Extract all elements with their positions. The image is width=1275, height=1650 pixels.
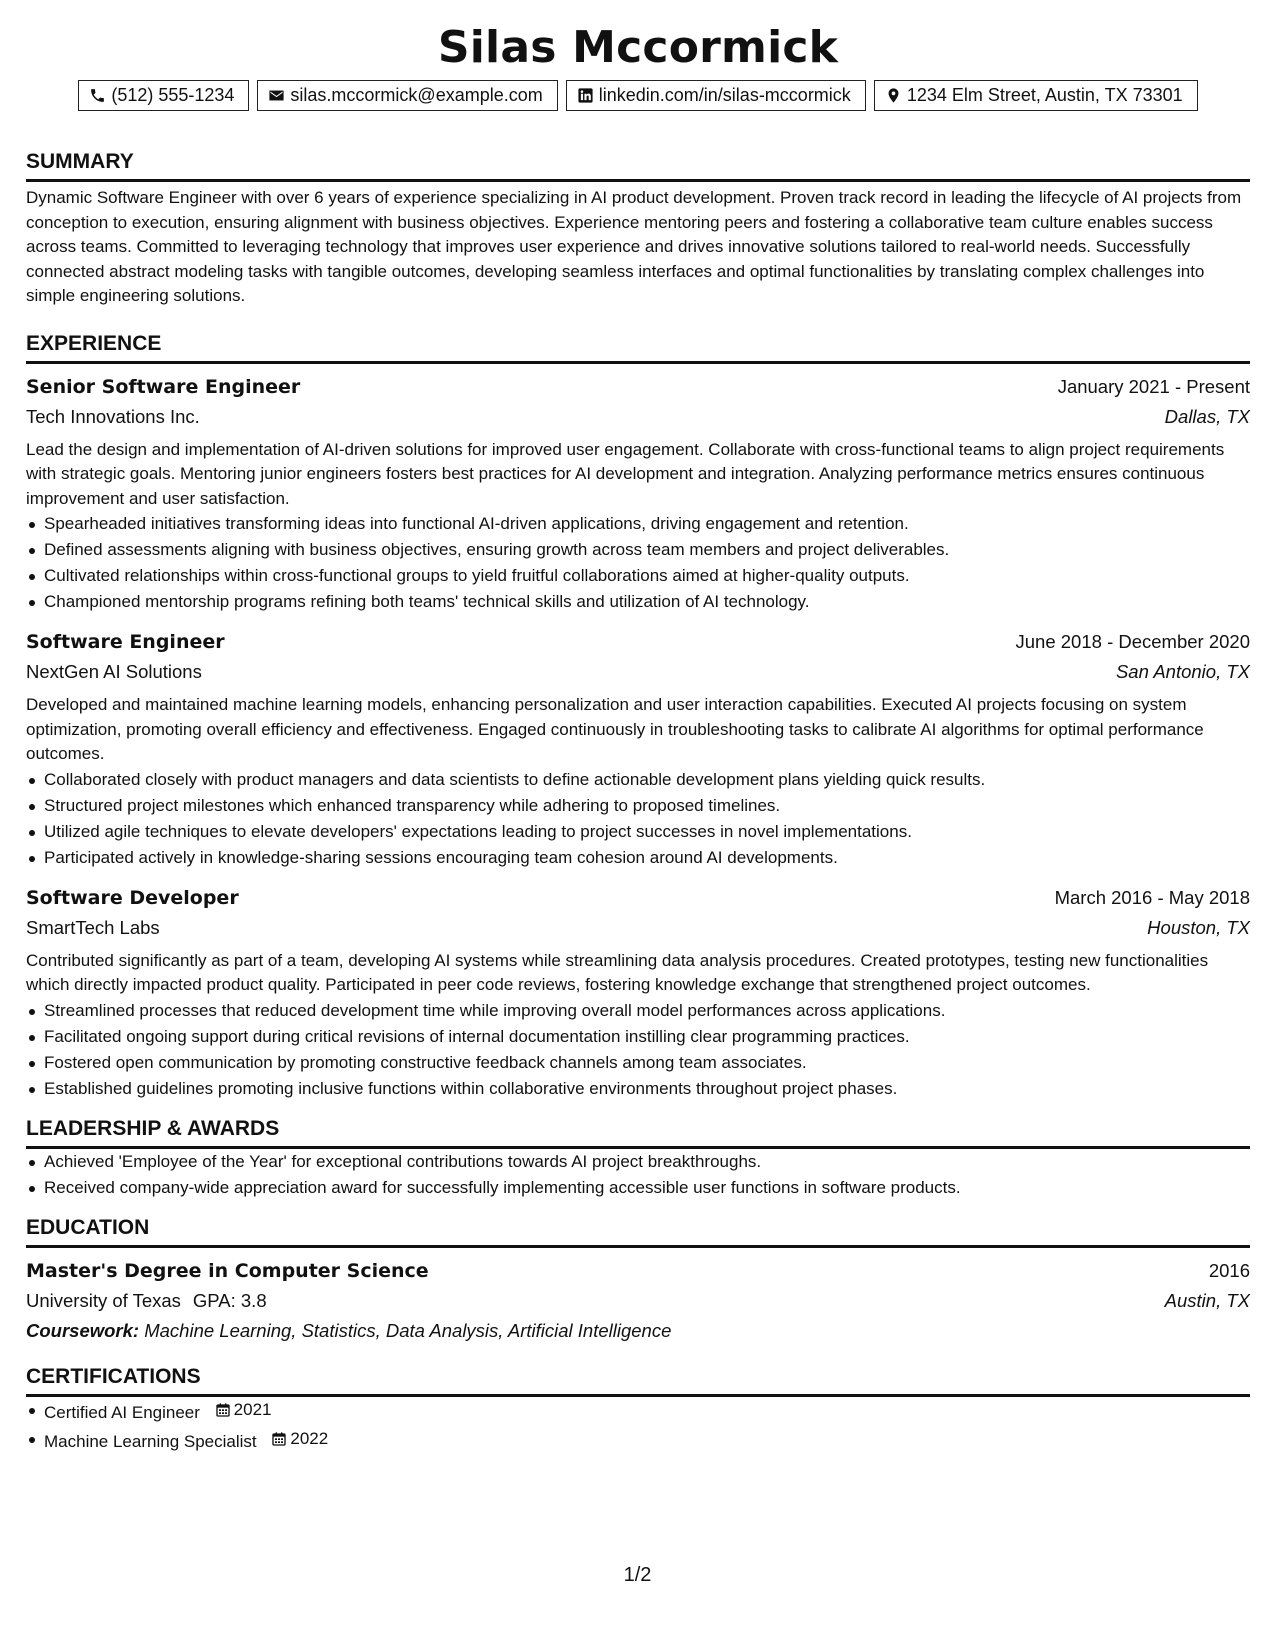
address-text: 1234 Elm Street, Austin, TX 73301 [906,85,1183,105]
list-item: Utilized agile techniques to elevate developers' expectations leading to project successes in novel implementations. [26,819,1250,845]
linkedin-text: linkedin.com/in/silas-mccormick [598,85,851,105]
list-item [26,1397,1250,1426]
summary-section [26,149,1250,309]
gpa: GPA: 3.8 [192,1289,267,1311]
section-title: EXPERIENCE [26,331,1250,364]
candidate-name: Silas Mccormick [437,22,839,73]
list-item: Established guidelines promoting inclusive functions within collaborative environments throughout project phases. [26,1076,1250,1102]
certifications-section [26,1364,1250,1455]
job-title: Software Developer [26,886,239,909]
job-entry [26,627,1250,871]
calendar-icon [215,1402,231,1418]
email-text: silas.mccormick@example.com [290,85,543,105]
job-bullets [26,767,1250,871]
job-location: Houston, TX [1147,916,1250,938]
graduation-year: 2016 [1208,1259,1250,1281]
envelope-icon [268,87,285,104]
list-item: Achieved 'Employee of the Year' for exceptional contributions towards AI project breakthroughs. [26,1149,1250,1175]
list-item: Cultivated relationships within cross-functional groups to yield fruitful collaborations aimed at higher-quality outputs. [26,563,1250,589]
list-item: Structured project milestones which enhanced transparency while adhering to proposed timelines. [26,793,1250,819]
company-name: SmartTech Labs [26,916,160,938]
contact-phone[interactable] [78,80,249,111]
certification-year: 2022 [290,1428,329,1448]
awards-section [26,1116,1250,1201]
experience-section [26,331,1250,1102]
job-description: Contributed significantly as part of a team, developing AI systems while streamlining data analysis procedures. Created prototypes, testing new functionalities which directly impacted product quality. Participated in peer code reviews, fostering knowledge exchange that strengthened project outcomes. [26,950,1209,994]
list-item: Received company-wide appreciation award for successfully implementing accessible user functions in software products. [26,1175,1250,1201]
school-name: University of Texas [26,1289,181,1311]
job-bullets [26,998,1250,1102]
resume-page [26,20,1250,1455]
section-title: CERTIFICATIONS [26,1364,1250,1397]
job-title: Senior Software Engineer [26,375,301,398]
awards-list [26,1149,1250,1201]
list-item: Participated actively in knowledge-sharing sessions encouraging team cohesion around AI developments. [26,845,1250,871]
job-title: Software Engineer [26,631,225,653]
list-item: Spearheaded initiatives transforming ideas into functional AI-driven applications, driving engagement and retention. [26,511,1250,537]
education-entry [26,1256,1250,1346]
map-marker-icon [885,87,902,104]
job-description: Lead the design and implementation of AI-driven solutions for improved user engagement. Collaborate with cross-functional teams to align project requirements with strategic goals. Mentoring junior engineers fosters best practices for AI development and integration. Analyzing performance metrics ensures continuous improvement and user satisfaction. [26,439,1225,508]
coursework-list: Machine Learning, Statistics, Data Analysis, Artificial Intelligence [144,1319,672,1341]
list-item: Fostered open communication by promoting constructive feedback channels among team associates. [26,1050,1250,1076]
list-item: Facilitated ongoing support during critical revisions of internal documentation instilling clear programming practices. [26,1024,1250,1050]
calendar-icon [271,1431,287,1447]
job-location: San Antonio, TX [1115,661,1250,682]
phone-text: (512) 555-1234 [111,85,235,105]
page-number: 1/2 [623,1564,652,1586]
phone-icon [89,87,106,104]
contact-address[interactable] [874,80,1198,111]
list-item: Defined assessments aligning with business objectives, ensuring growth across team members and project deliverables. [26,537,1250,563]
certification-name: Certified AI Engineer [44,1402,200,1422]
list-item [26,1426,1250,1455]
job-location: Dallas, TX [1164,405,1250,427]
company-name: Tech Innovations Inc. [26,405,200,427]
job-entry [26,883,1250,1102]
list-item: Collaborated closely with product managers and data scientists to define actionable development plans yielding quick results. [26,767,1250,793]
contact-email[interactable] [257,80,557,111]
linkedin-icon [577,87,594,104]
coursework-label: Coursework: [26,1319,140,1341]
certification-year: 2021 [233,1399,272,1419]
contact-linkedin[interactable] [566,80,866,111]
contact-bar [26,80,1250,111]
section-title: SUMMARY [26,149,1250,182]
section-title: LEADERSHIP & AWARDS [26,1116,1250,1149]
summary-text: Dynamic Software Engineer with over 6 years of experience specializing in AI product development. Proven track record in leading the lifecycle of AI projects from conception to execution, ensuring alignment with business objectives. Experience mentoring peers and fostering a collaborative team culture enables success across teams. Committed to leveraging technology that improves user experience and drives innovative solutions tailored to real-world needs. Successfully connected abstract modeling tasks with tangible outcomes, developing seamless interfaces and optimal functionalities by translating complex challenges into simple engineering solutions. [26,188,1242,305]
job-dates: March 2016 - May 2018 [1054,886,1250,908]
degree-name: Master's Degree in Computer Science [26,1259,429,1282]
coursework [26,1316,1250,1346]
list-item: Championed mentorship programs refining both teams' technical skills and utilization of AI technology. [26,589,1250,615]
job-entry [26,372,1250,616]
certification-name: Machine Learning Specialist [44,1431,257,1451]
education-section [26,1215,1250,1346]
school-location: Austin, TX [1164,1289,1250,1311]
job-description: Developed and maintained machine learning models, enhancing personalization and user interaction capabilities. Executed AI projects focusing on system optimization, promoting overall efficiency and effectiveness. Engaged continuously in troubleshooting tasks to calibrate AI algorithms for optimal performance outcomes. [26,695,1204,763]
section-title: EDUCATION [26,1215,1250,1248]
company-name: NextGen AI Solutions [26,661,202,682]
list-item: Streamlined processes that reduced development time while improving overall model performances across applications. [26,998,1250,1024]
certifications-list [26,1397,1250,1455]
job-dates: January 2021 - Present [1057,375,1250,397]
job-bullets [26,511,1250,615]
job-dates: June 2018 - December 2020 [1015,631,1250,652]
